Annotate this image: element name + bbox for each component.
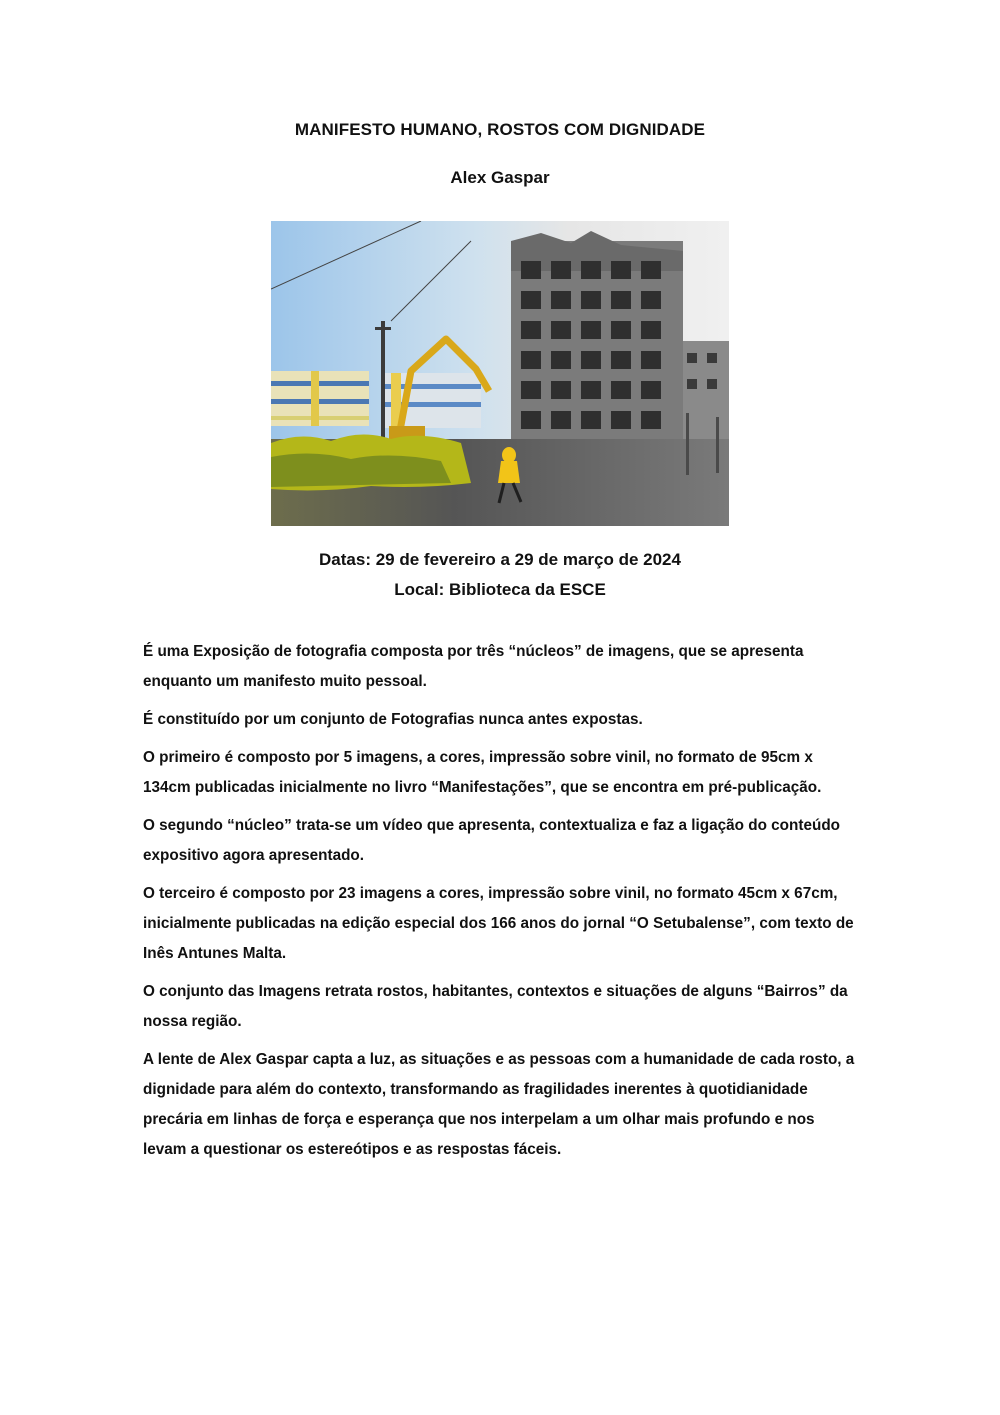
- document-author: Alex Gaspar: [450, 168, 550, 187]
- paragraph: É constituído por um conjunto de Fotografias nunca antes expostas.: [143, 711, 643, 728]
- paragraph: O segundo “núcleo” trata-se um vídeo que apresenta, contextualiza e faz a ligação do conteúdo expositivo agora apresentado.: [143, 817, 841, 864]
- paragraph: A lente de Alex Gaspar capta a luz, as situações e as pessoas com a humanidade de cada rosto, a dignidade para além do contexto, transformando as fragilidades inerentes à quotidianidade precária em linhas de força e esperança que nos interpelam a um olhar mais profundo e nos levam a questionar os estereótipos e as respostas fáceis.: [143, 1051, 855, 1158]
- paragraph: O primeiro é composto por 5 imagens, a cores, impressão sobre vinil, no formato de 95cm x 134cm publicadas inicialmente no livro “Manifestações”, que se encontra em pré-publicação.: [143, 749, 822, 796]
- paragraph: O conjunto das Imagens retrata rostos, habitantes, contextos e situações de alguns “Bairros” da nossa região.: [143, 983, 848, 1030]
- exhibition-dates: Datas: 29 de fevereiro a 29 de março de 2024: [319, 550, 681, 569]
- paragraph: O terceiro é composto por 23 imagens a cores, impressão sobre vinil, no formato 45cm x 67cm, inicialmente publicadas na edição especial dos 166 anos do jornal “O Setubalense”, com texto de Inês Antunes Malta.: [143, 885, 854, 962]
- paragraph: É uma Exposição de fotografia composta por três “núcleos” de imagens, que se apresenta enquanto um manifesto muito pessoal.: [143, 643, 804, 690]
- document-title: MANIFESTO HUMANO, ROSTOS COM DIGNIDADE: [294, 120, 706, 139]
- exhibition-photo: [271, 221, 729, 526]
- exhibition-location: Local: Biblioteca da ESCE: [394, 580, 606, 599]
- body-text: [143, 637, 859, 1173]
